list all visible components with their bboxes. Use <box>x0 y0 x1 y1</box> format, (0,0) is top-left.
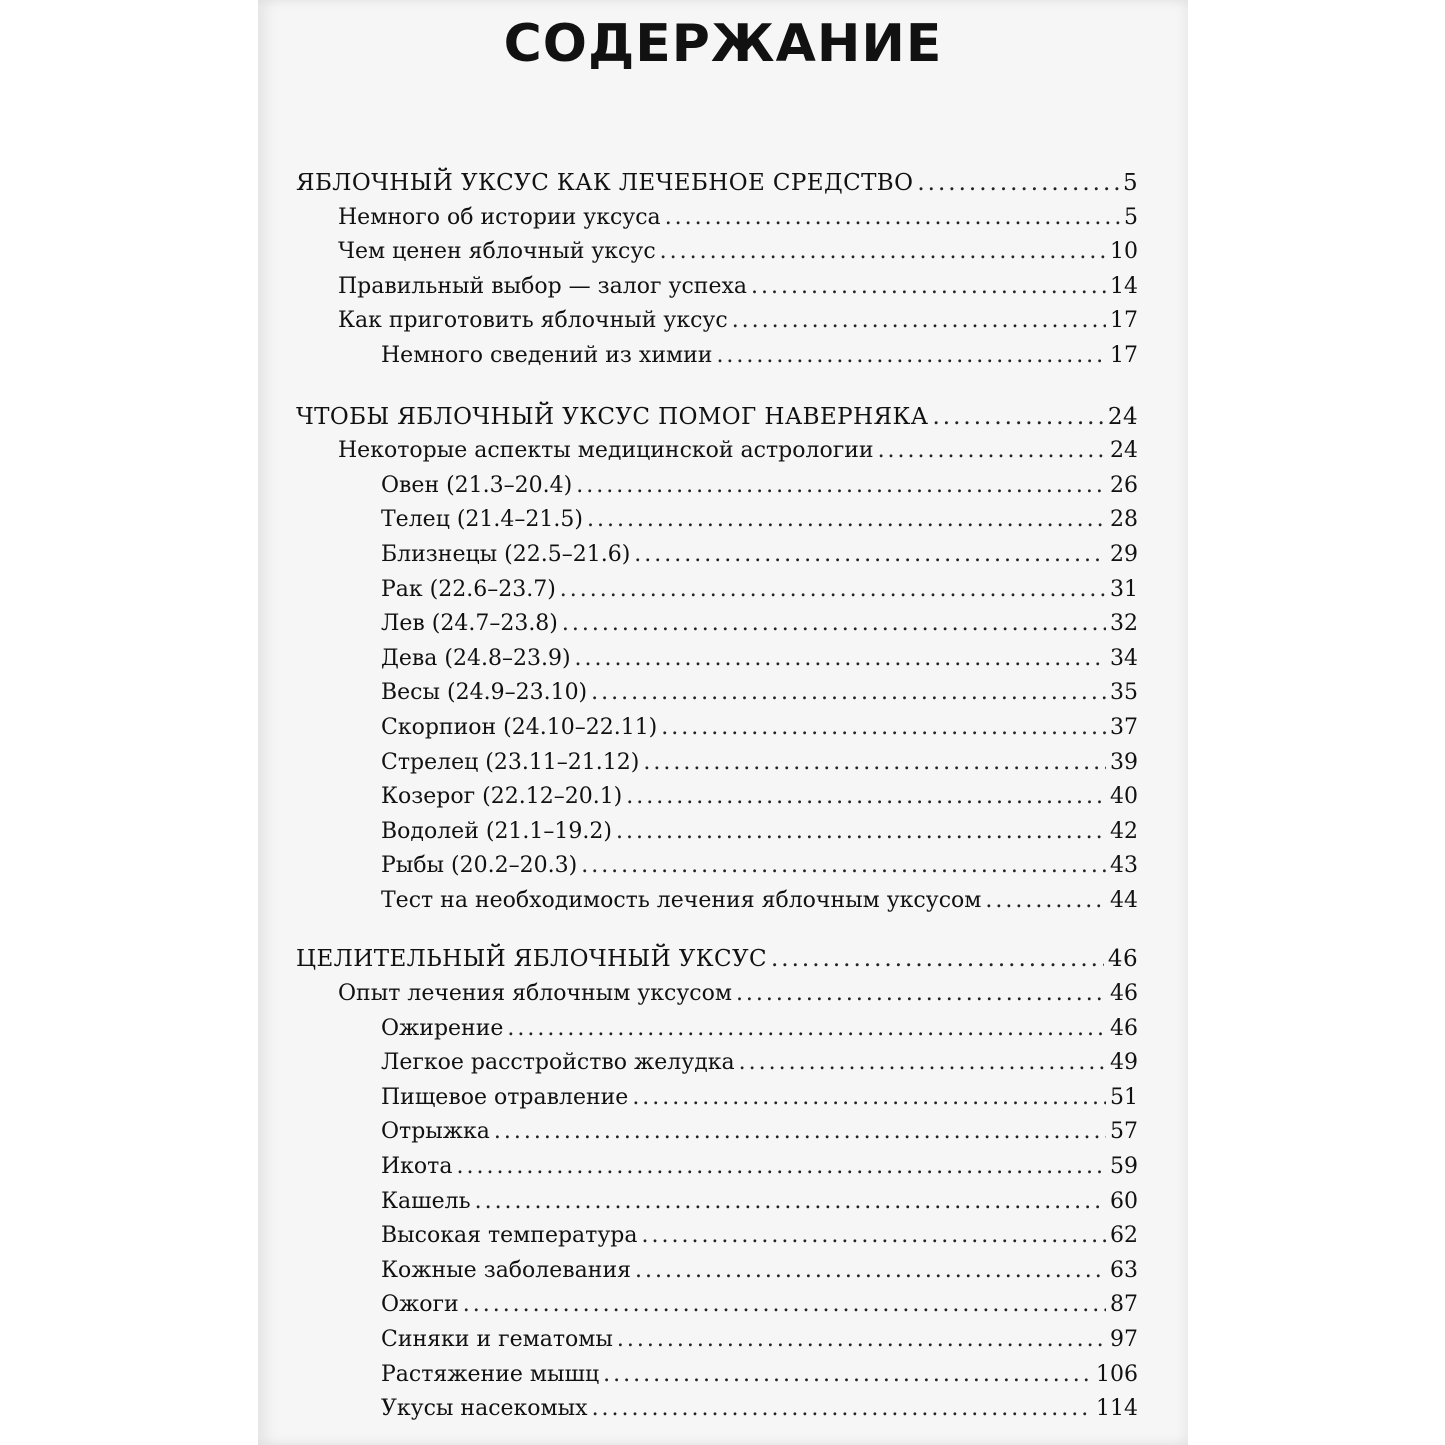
toc-entry <box>296 780 1138 815</box>
toc-entry <box>296 1150 1138 1185</box>
toc-page-number: 51 <box>1110 1084 1138 1110</box>
toc-page-number: 97 <box>1110 1327 1138 1352</box>
toc-page-number: 10 <box>1110 239 1138 265</box>
toc-entry <box>296 1081 1138 1116</box>
toc-entry <box>296 434 1138 469</box>
toc-entry-label: Немного сведений из химии <box>381 342 713 368</box>
toc-entry <box>296 573 1138 608</box>
toc-entry-label: Близнецы (22.5–21.6) <box>381 541 631 567</box>
toc-entry <box>296 1046 1138 1081</box>
toc-entry-label: Икота <box>381 1154 453 1180</box>
toc-page-number: 26 <box>1110 472 1138 498</box>
dot-leader <box>739 1046 1106 1081</box>
table-of-contents <box>296 166 1138 1427</box>
toc-entry <box>296 1288 1138 1323</box>
toc-entry <box>296 1358 1138 1393</box>
toc-entry-label: Овен (21.3–20.4) <box>381 472 573 498</box>
toc-page-number: 31 <box>1110 576 1138 602</box>
dot-leader <box>751 270 1106 305</box>
toc-page-number: 46 <box>1107 946 1138 973</box>
toc-page-number: 24 <box>1110 438 1138 464</box>
toc-page-number: 60 <box>1110 1188 1138 1214</box>
toc-page-number: 5 <box>1124 204 1138 230</box>
toc-entry-label: Ожирение <box>381 1015 504 1041</box>
toc-entry <box>296 538 1138 573</box>
toc-section <box>296 942 1138 1426</box>
toc-page-number: 49 <box>1110 1050 1138 1076</box>
dot-leader <box>932 400 1103 435</box>
toc-entry-label: ЧТОБЫ ЯБЛОЧНЫЙ УКСУС ПОМОГ НАВЕРНЯКА <box>296 403 929 430</box>
toc-entry-label: Немного об истории уксуса <box>338 204 661 230</box>
toc-page-number: 29 <box>1110 541 1138 567</box>
toc-entry-label: Укусы насекомых <box>381 1396 588 1422</box>
toc-entry <box>296 1392 1138 1427</box>
dot-leader <box>560 573 1106 608</box>
toc-entry-label: Легкое расстройство желудка <box>381 1050 735 1076</box>
dot-leader <box>635 1254 1106 1289</box>
toc-section-heading <box>296 400 1138 435</box>
toc-page-number: 43 <box>1110 853 1138 879</box>
toc-page-number: 44 <box>1110 887 1138 913</box>
toc-page-number: 5 <box>1122 170 1138 196</box>
toc-entry <box>296 642 1138 677</box>
toc-page-number: 87 <box>1110 1292 1138 1318</box>
dot-leader <box>626 780 1106 815</box>
toc-section-heading <box>296 166 1138 201</box>
toc-page-number: 34 <box>1110 645 1138 671</box>
toc-entry-label: Отрыжка <box>381 1119 490 1145</box>
toc-entry <box>296 235 1138 270</box>
toc-entry-label: Стрелец (23.11–21.12) <box>381 749 640 775</box>
toc-section <box>296 400 1138 919</box>
toc-entry-label: Ожоги <box>381 1292 459 1318</box>
dot-leader <box>587 503 1106 538</box>
dot-leader <box>616 815 1106 850</box>
toc-page-number: 37 <box>1110 714 1138 740</box>
toc-entry-label: Козерог (22.12–20.1) <box>381 784 623 810</box>
dot-leader <box>985 884 1106 919</box>
toc-page-number: 114 <box>1096 1396 1138 1422</box>
toc-entry <box>296 849 1138 884</box>
toc-entry-label: Кожные заболевания <box>381 1257 632 1283</box>
toc-page-number: 59 <box>1110 1154 1138 1180</box>
toc-entry <box>296 977 1138 1012</box>
toc-page-number: 35 <box>1110 680 1138 706</box>
toc-entry-label: Телец (21.4–21.5) <box>381 507 583 533</box>
dot-leader <box>603 1358 1092 1393</box>
toc-page-number: 24 <box>1107 403 1138 430</box>
toc-entry <box>296 304 1138 339</box>
toc-entry <box>296 607 1138 642</box>
dot-leader <box>641 1219 1106 1254</box>
dot-leader <box>634 538 1106 573</box>
dot-leader <box>660 235 1106 270</box>
dot-leader <box>475 1185 1106 1220</box>
toc-page-number: 17 <box>1110 342 1138 368</box>
toc-page-number: 62 <box>1110 1223 1138 1249</box>
dot-leader <box>771 942 1104 977</box>
toc-entry <box>296 1012 1138 1047</box>
toc-page-number: 28 <box>1110 507 1138 533</box>
dot-leader <box>494 1115 1106 1150</box>
toc-entry <box>296 1254 1138 1289</box>
toc-section <box>296 166 1138 374</box>
toc-page-number: 63 <box>1110 1257 1138 1283</box>
toc-page-number: 17 <box>1110 308 1138 334</box>
toc-entry <box>296 711 1138 746</box>
toc-page-number: 32 <box>1110 611 1138 637</box>
dot-leader <box>456 1150 1106 1185</box>
dot-leader <box>507 1012 1106 1047</box>
toc-entry <box>296 884 1138 919</box>
toc-entry-label: Пищевое отравление <box>381 1084 629 1110</box>
toc-page-number: 46 <box>1110 981 1138 1007</box>
dot-leader <box>632 1081 1106 1116</box>
dot-leader <box>581 849 1106 884</box>
toc-entry-label: Некоторые аспекты медицинской астрологии <box>338 438 874 464</box>
toc-entry <box>296 270 1138 305</box>
toc-entry-label: Растяжение мышц <box>381 1361 600 1387</box>
toc-entry-label: Как приготовить яблочный уксус <box>338 308 728 334</box>
toc-entry-label: Опыт лечения яблочным уксусом <box>338 981 732 1007</box>
dot-leader <box>643 746 1106 781</box>
toc-entry-label: Рак (22.6–23.7) <box>381 576 556 602</box>
toc-entry-label: Весы (24.9–23.10) <box>381 680 588 706</box>
dot-leader <box>591 676 1106 711</box>
toc-entry <box>296 503 1138 538</box>
dot-leader <box>575 642 1106 677</box>
toc-entry-label: Синяки и гематомы <box>381 1327 613 1352</box>
toc-entry <box>296 1323 1138 1358</box>
toc-page-number: 14 <box>1110 273 1138 299</box>
toc-page-number: 46 <box>1110 1015 1138 1041</box>
toc-entry <box>296 1219 1138 1254</box>
dot-leader <box>562 607 1106 642</box>
toc-page-number: 39 <box>1110 749 1138 775</box>
section-gap <box>296 918 1138 942</box>
toc-entry-label: Тест на необходимость лечения яблочным уксусом <box>381 887 982 913</box>
dot-leader <box>917 166 1119 201</box>
toc-entry-label: Скорпион (24.10–22.11) <box>381 714 658 740</box>
dot-leader <box>878 434 1106 469</box>
dot-leader <box>576 469 1106 504</box>
toc-page-number: 40 <box>1110 784 1138 810</box>
page-margin <box>0 0 258 1445</box>
toc-entry <box>296 1185 1138 1220</box>
toc-entry-label: Лев (24.7–23.8) <box>381 611 558 637</box>
dot-leader <box>736 977 1106 1012</box>
page-title: СОДЕРЖАНИЕ <box>503 14 943 74</box>
toc-entry <box>296 201 1138 236</box>
toc-page-number: 57 <box>1110 1119 1138 1145</box>
dot-leader <box>592 1392 1092 1427</box>
toc-entry-label: Водолей (21.1–19.2) <box>381 818 612 844</box>
toc-entry <box>296 469 1138 504</box>
dot-leader <box>661 711 1106 746</box>
toc-entry-label: ЦЕЛИТЕЛЬНЫЙ ЯБЛОЧНЫЙ УКСУС <box>296 946 767 973</box>
toc-entry <box>296 676 1138 711</box>
toc-entry <box>296 1115 1138 1150</box>
dot-leader <box>463 1288 1106 1323</box>
toc-entry-label: Правильный выбор — залог успеха <box>338 273 747 299</box>
toc-entry-label: Высокая температура <box>381 1223 638 1249</box>
toc-entry-label: Чем ценен яблочный уксус <box>338 239 656 265</box>
dot-leader <box>716 339 1106 374</box>
toc-entry-label: Рыбы (20.2–20.3) <box>381 853 578 879</box>
toc-page-number: 42 <box>1110 818 1138 844</box>
section-gap <box>296 374 1138 400</box>
toc-entry <box>296 339 1138 374</box>
toc-entry-label: Кашель <box>381 1188 471 1214</box>
toc-page-number: 106 <box>1096 1361 1138 1387</box>
toc-section-heading <box>296 942 1138 977</box>
toc-entry-label: ЯБЛОЧНЫЙ УКСУС КАК ЛЕЧЕБНОЕ СРЕДСТВО <box>296 170 914 196</box>
dot-leader <box>617 1323 1106 1358</box>
dot-leader <box>732 304 1106 339</box>
toc-entry-label: Дева (24.8–23.9) <box>381 645 571 671</box>
dot-leader <box>665 201 1120 236</box>
toc-entry <box>296 746 1138 781</box>
toc-entry <box>296 815 1138 850</box>
